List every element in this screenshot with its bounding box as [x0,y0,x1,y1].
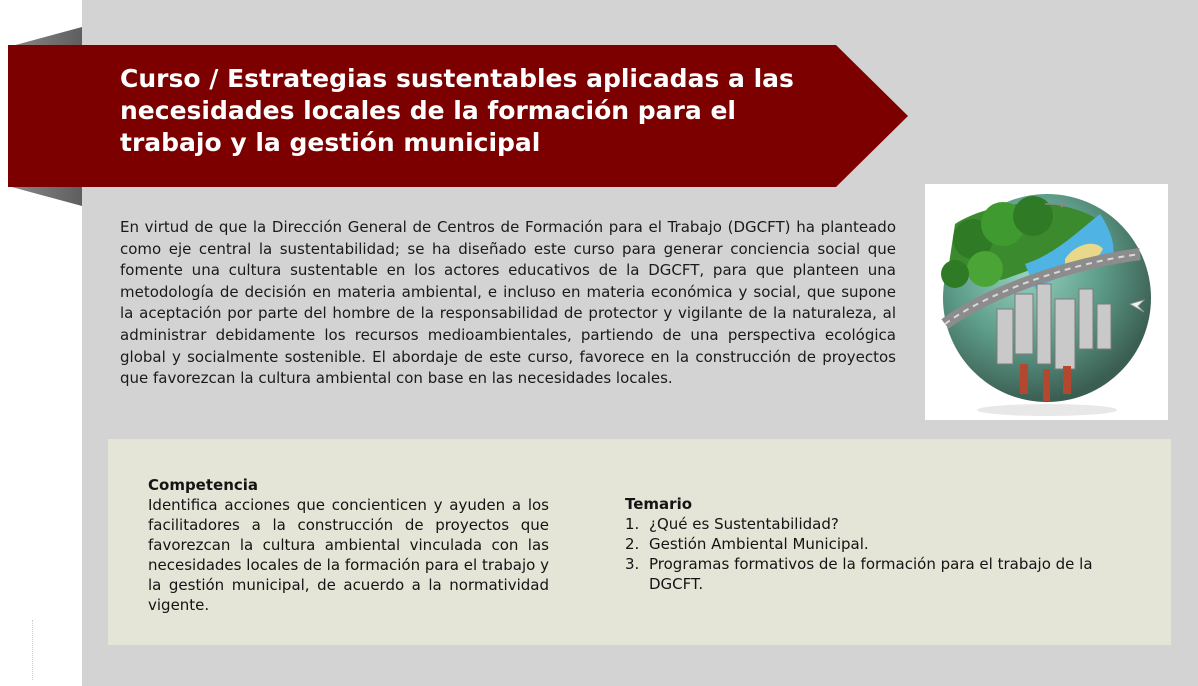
intro-paragraph: En virtud de que la Dirección General de Centros de Formación para el Trabajo (DGCFT) ha planteado como eje central la sustentabilidad; se ha diseñado este curso para generar conciencia social que fomente una cultura sustentable en los actores educativos de la DGCFT, para que planteen una metodología de decisión en materia ambiental, e incluso en materia económica y social, que supone la aceptación por parte del hombre de la responsabilidad de protector y vigilante de la naturaleza, al administrar debidamente los recursos medioambientales, partiendo de una perspectiva ecológica global y socialmente sostenible. El abordaje de este curso, favorece en la construcción de proyectos que favorezcan la cultura ambiental con base en las necesidades locales. [120,218,896,388]
competencia-heading: Competencia [148,476,259,494]
temario-item [625,534,1145,554]
corner-decoration [32,620,37,680]
temario-item [625,514,1145,534]
temario-item [625,554,1145,594]
temario-item-text: ¿Qué es Sustentabilidad? [649,515,839,533]
eco-globe-icon [925,184,1168,420]
temario-item-number: 2. [625,535,640,553]
temario-heading: Temario [625,495,693,513]
temario-item-text: Gestión Ambiental Municipal. [649,535,869,553]
temario-list [625,514,1145,594]
temario-item-text: Programas formativos de la formación para el trabajo de la DGCFT. [649,555,1093,593]
temario-item-number: 1. [625,515,640,533]
competencia-text: Identifica acciones que concienticen y ayuden a los facilitadores a la construcción de proyectos que favorezcan la cultura ambiental vinculada con las necesidades locales de la formación para el trabajo y la gestión municipal, de acuerdo a la normatividad vigente. [148,496,549,614]
globe-illustration [925,184,1168,420]
page-title: Curso / Estrategias sustentables aplicadas a las necesidades locales de la formación para el trabajo y la gestión municipal [120,64,794,157]
temario-item-number: 3. [625,555,640,573]
